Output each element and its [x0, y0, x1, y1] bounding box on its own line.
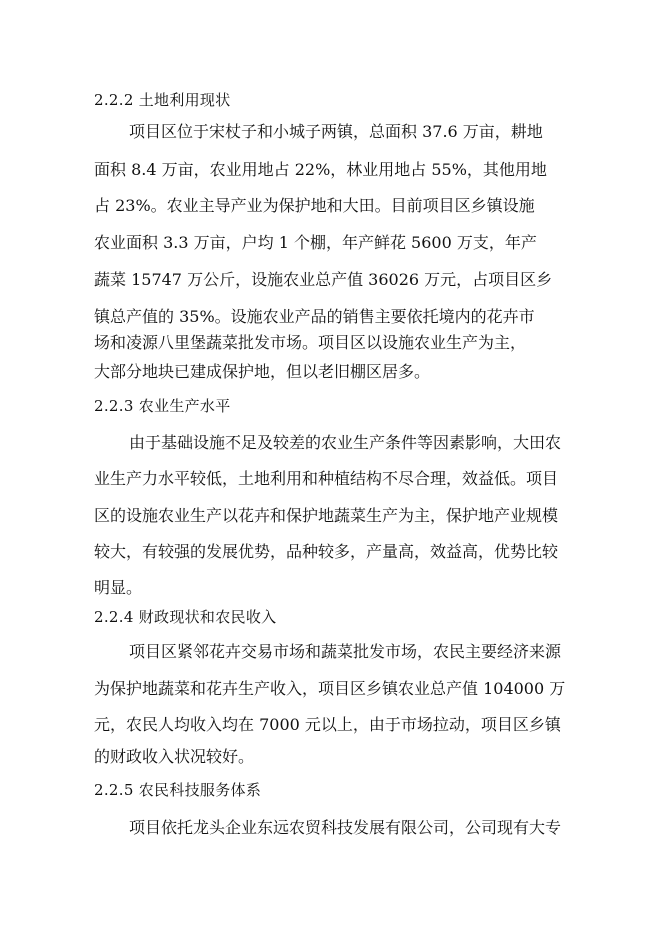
paragraph-line: 面积 8.4 万亩，农业用地占 22%，林业用地占 55%，其他用地 [94, 160, 547, 179]
paragraph-line: 蔬菜 15747 万公斤，设施农业总产值 36026 万元，占项目区乡 [94, 270, 553, 289]
paragraph-line: 项目区位于宋杖子和小城子两镇，总面积 37.6 万亩，耕地 [129, 122, 543, 141]
section-heading-2-2-4: 2.2.4 财政现状和农民收入 [94, 608, 277, 626]
paragraph-line: 业生产力水平较低，土地利用和种植结构不尽合理，效益低。项目 [94, 469, 559, 488]
paragraph-line: 明显。 [94, 578, 143, 597]
paragraph-line: 大部分地块已建成保护地，但以老旧棚区居多。 [94, 362, 431, 381]
section-heading-2-2-5: 2.2.5 农民科技服务体系 [94, 781, 262, 799]
paragraph-line: 场和凌源八里堡蔬菜批发市场。项目区以设施农业生产为主， [94, 333, 527, 352]
paragraph-line: 项目依托龙头企业东远农贸科技发展有限公司，公司现有大专 [129, 818, 562, 837]
paragraph-line: 项目区紧邻花卉交易市场和蔬菜批发市场，农民主要经济来源 [129, 642, 562, 661]
paragraph-line: 农业面积 3.3 万亩，户均 1 个棚，年产鲜花 5600 万支，年产 [94, 233, 537, 252]
paragraph-line: 较大，有较强的发展优势，品种较多，产量高，效益高，优势比较 [94, 542, 559, 561]
section-heading-2-2-2: 2.2.2 土地利用现状 [94, 91, 231, 109]
paragraph-line: 镇总产值的 35%。设施农业产品的销售主要依托境内的花卉市 [94, 307, 535, 326]
paragraph-line: 元，农民人均收入均在 7000 元以上，由于市场拉动，项目区乡镇 [94, 715, 561, 734]
paragraph-line: 区的设施农业生产以花卉和保护地蔬菜生产为主，保护地产业规模 [94, 506, 559, 525]
paragraph-line: 的财政收入状况较好。 [94, 747, 255, 766]
paragraph-line: 由于基础设施不足及较差的农业生产条件等因素影响，大田农 [129, 433, 562, 452]
paragraph-line: 占 23%。农业主导产业为保护地和大田。目前项目区乡镇设施 [94, 196, 535, 215]
paragraph-line: 为保护地蔬菜和花卉生产收入，项目区乡镇农业总产值 104000 万 [94, 679, 566, 698]
section-heading-2-2-3: 2.2.3 农业生产水平 [94, 397, 231, 415]
